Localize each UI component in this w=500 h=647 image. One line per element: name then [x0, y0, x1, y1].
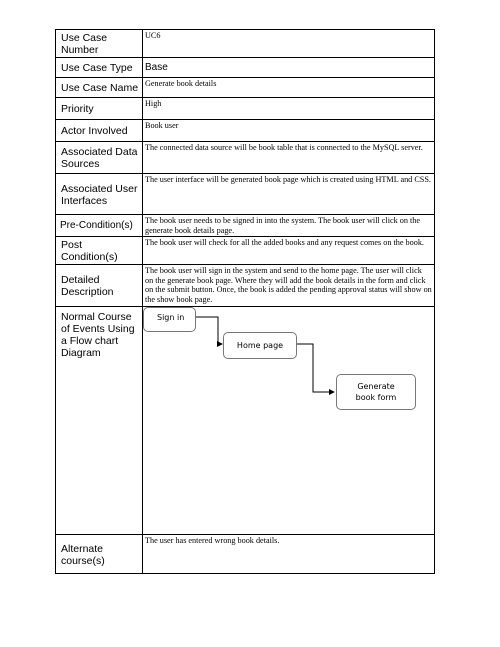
label-alternate-courses: Alternate course(s)	[56, 535, 143, 574]
value-pre-conditions: The book user needs to be signed in into the system. The book user will click on the generate book details page.	[143, 215, 435, 237]
row-post-conditions	[56, 237, 435, 265]
row-associated-data-sources	[56, 142, 435, 174]
label-priority: Priority	[56, 98, 143, 120]
label-actor-involved: Actor Involved	[56, 120, 143, 142]
value-alternate-courses: The user has entered wrong book details.	[143, 535, 435, 574]
flow-step-generate-book-form-label: Generate book form	[355, 382, 397, 402]
row-detailed-description	[56, 265, 435, 307]
value-post-conditions: The book user will check for all the added books and any request comes on the book.	[143, 237, 435, 265]
label-detailed-description: Detailed Description	[56, 265, 143, 307]
value-associated-user-interfaces: The user interface will be generated book page which is created using HTML and CSS.	[143, 174, 435, 215]
value-use-case-type	[143, 58, 435, 78]
label-use-case-name: Use Case Name	[56, 78, 143, 98]
value-use-case-type-text: Base	[145, 61, 168, 73]
flow-step-sign-in-label: Sign in	[157, 313, 185, 322]
row-associated-user-interfaces	[56, 174, 435, 215]
value-associated-data-sources: The connected data source will be book table that is connected to the MySQL server.	[143, 142, 435, 174]
row-normal-course	[56, 307, 435, 535]
use-case-table	[55, 29, 435, 574]
row-use-case-name	[56, 78, 435, 98]
row-alternate-courses	[56, 535, 435, 574]
flow-step-home-page-label: Home page	[236, 341, 284, 350]
arrow-signin-to-home	[196, 317, 222, 344]
flow-step-sign-in	[143, 307, 196, 332]
value-priority: High	[143, 98, 435, 120]
value-detailed-description: The book user will sign in the system and send to the home page. The user will click on the generate book page. Where they will add the book details in the form and click on the submit button. Once, the book is added the pending approval status will show on the show book page.	[143, 265, 435, 307]
arrow-home-to-generate	[297, 344, 334, 392]
label-associated-user-interfaces: Associated User Interfaces	[56, 174, 143, 215]
value-use-case-name: Generate book details	[143, 78, 435, 98]
row-use-case-type	[56, 58, 435, 78]
flow-step-generate-book-form	[336, 374, 416, 410]
label-post-conditions: Post Condition(s)	[56, 237, 143, 265]
row-use-case-number	[56, 30, 435, 58]
label-normal-course: Normal Course of Events Using a Flow chart Diagram	[56, 307, 143, 535]
label-associated-data-sources: Associated Data Sources	[56, 142, 143, 174]
value-use-case-number: UC6	[143, 30, 435, 58]
value-actor-involved: Book user	[143, 120, 435, 142]
label-use-case-number: Use Case Number	[56, 30, 143, 58]
flowchart-cell	[143, 307, 435, 535]
flow-step-home-page	[223, 332, 297, 359]
row-pre-conditions	[56, 215, 435, 237]
label-pre-conditions: Pre-Condition(s)	[56, 215, 143, 237]
label-use-case-type: Use Case Type	[56, 58, 143, 78]
row-actor-involved	[56, 120, 435, 142]
row-priority	[56, 98, 435, 120]
